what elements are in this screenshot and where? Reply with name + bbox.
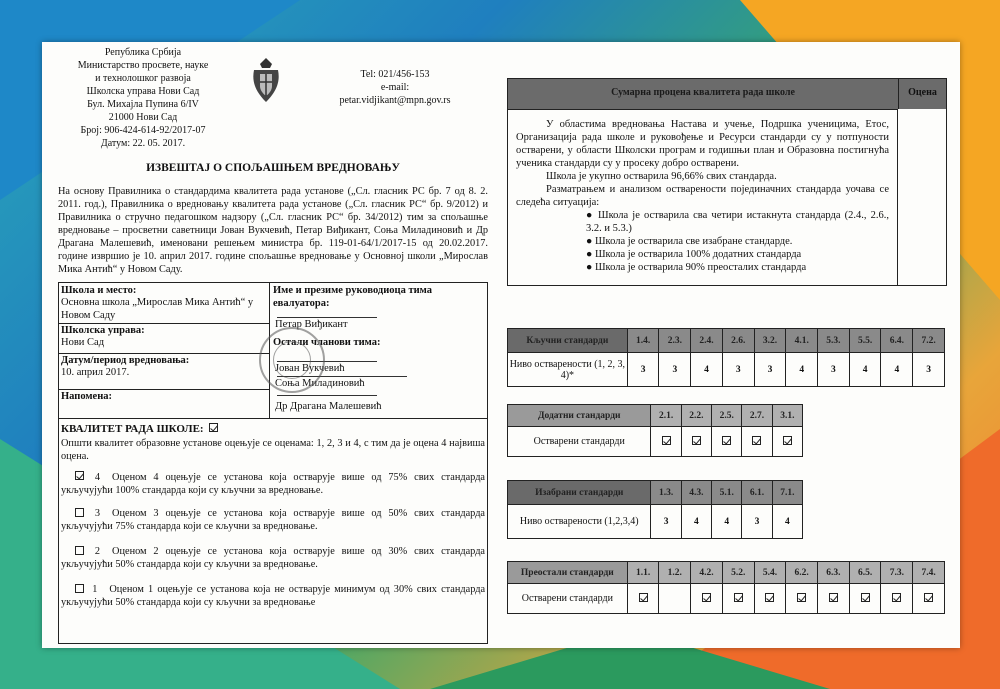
checkbox-empty-icon (75, 584, 84, 593)
summary-bullet: ● Школа је остварила 90% преосталих стандарда (586, 262, 807, 273)
standard-level: 3 (627, 353, 659, 387)
standard-level: 3 (818, 353, 850, 387)
standard-achieved-cell (627, 584, 659, 614)
leader-name: Петар Виђикант (275, 319, 348, 330)
summary-bullet: ● Школа је остварила све изабране стандарде. (586, 236, 793, 247)
phone-line: Tel: 021/456-153 (360, 69, 430, 80)
checkbox-empty-icon (75, 546, 84, 555)
grade-number: 2 (94, 546, 101, 557)
school-label: Школа и место: (61, 285, 137, 296)
grade-option (61, 583, 485, 609)
standard-code: 6.3. (818, 562, 850, 584)
header-line: Школска управа Нови Сад (86, 86, 200, 97)
checkbox-checked-icon (861, 593, 870, 602)
table-row-label: Остварени стандарди (508, 584, 628, 614)
checkbox-checked-icon (662, 436, 671, 445)
sender-header (58, 46, 228, 150)
standard-achieved-cell (786, 584, 818, 614)
remaining-standards-table (507, 561, 945, 614)
table-row-label: Ниво остварености (1,2,3,4) (508, 505, 651, 539)
standard-achieved-cell (913, 584, 945, 614)
left-page (58, 42, 488, 648)
standard-code: 3.2. (754, 329, 786, 353)
standard-achieved-cell (681, 427, 711, 457)
standard-code: 6.4. (881, 329, 913, 353)
standard-code: 4.2. (691, 562, 723, 584)
additional-standards-table (507, 404, 803, 457)
header-line: и технолошког развоја (95, 73, 191, 84)
contact-header (320, 68, 470, 107)
member-name: Јован Вукчевић (275, 363, 345, 374)
checkbox-checked-icon (892, 593, 901, 602)
checkbox-checked-icon (692, 436, 701, 445)
admin-value: Нови Сад (61, 337, 105, 348)
standard-code: 5.3. (818, 329, 850, 353)
summary-title: Сумарна процена квалитета рада школе (611, 87, 795, 98)
school-value: Основна школа „Мирослав Мика Антић“ у Новом Саду (61, 297, 254, 321)
standard-level: 3 (754, 353, 786, 387)
evaluation-form (58, 282, 488, 644)
summary-bullet: ● Школа је остварила сва четири истакнута стандарда (2.4., 2.6., 3.2. и 5.3.) (586, 210, 889, 234)
grade-number: 4 (94, 472, 101, 483)
report-title: ИЗВЕШТАЈ О СПОЉАШЊЕМ ВРЕДНОВАЊУ (146, 162, 400, 174)
header-line: Република Србија (104, 47, 182, 58)
summary-paragraph: У областима вредновања Настава и учење, Подршка ученицима, Етос, Организација рада школе и руковођење и Ресурси стандарди су у потпуности остварени, у области Школски програм и годишњи план и Образовна постигнућа ученика стандарди су у просеку добро остварени. (516, 119, 889, 169)
member-name: Соња Миладиновић (275, 378, 365, 389)
summary-grade-header: Оцена (898, 79, 946, 109)
standard-code: 1.4. (627, 329, 659, 353)
summary-paragraph: Школа је укупно остварила 96,66% свих стандарда. (546, 171, 777, 182)
standard-code: 1.1. (627, 562, 659, 584)
standard-level: 3 (722, 353, 754, 387)
standard-code: 1.2. (659, 562, 691, 584)
chosen-standards-table (507, 480, 803, 539)
standard-code: 2.2. (681, 405, 711, 427)
summary-bullet: ● Школа је остварила 100% додатних стандарда (586, 249, 802, 260)
standard-code: 5.1. (712, 481, 742, 505)
intro-paragraph: На основу Правилника о стандардима квалитета рада установе („Сл. гласник РС бр. 7 од 8. 2. 2011. год.), Правилника о вредновању квалитета рада установе („Сл. гласник РС“ бр. 9/2012) и Правилника о стручно педагошком надзору („Сл. гласник РС“ бр. 34/2012) тим за спољашње вредновање – просветни саветници Јован Вукчевић, Петар Виђикант, Соња Миладиновић и Др Драгана Малешевић, именовани решењем министра бр. 119-01-64/1/2017-15 од 20.02.2017. године извршио је 10. април 2017. године спољашње вредновање у Основној школи „Мирослав Мика Антић“ у Новом Саду. (58, 186, 488, 275)
checkbox-checked-icon (639, 593, 648, 602)
checkbox-empty-icon (75, 508, 84, 517)
standard-achieved-cell (849, 584, 881, 614)
standard-code: 5.2. (722, 562, 754, 584)
standard-achieved-cell (651, 427, 681, 457)
note-label: Напомена: (61, 391, 112, 402)
standard-level: 4 (691, 353, 723, 387)
grade-number: 1 (92, 584, 98, 595)
admin-label: Школска управа: (61, 325, 145, 336)
checkbox-checked-icon (75, 471, 84, 480)
bullet-text: Школа је остварила сва четири истакнута стандарда (2.4., 2.6., 3.2. и 5.3.) (586, 210, 889, 234)
standard-level: 4 (786, 353, 818, 387)
summary-header (508, 79, 946, 109)
checkbox-checked-icon (702, 593, 711, 602)
coat-of-arms-icon (250, 56, 282, 106)
standard-achieved-cell (772, 427, 802, 457)
checkbox-checked-icon (722, 436, 731, 445)
standard-code: 7.4. (913, 562, 945, 584)
table-row-label: Ниво остварености (1, 2, 3, 4)* (508, 353, 628, 387)
header-line: Број: 906-424-614-92/2017-07 (80, 125, 206, 136)
table-row-label: Остварени стандарди (508, 427, 651, 457)
standard-level: 3 (659, 353, 691, 387)
standard-code: 2.4. (691, 329, 723, 353)
key-standards-table (507, 328, 945, 387)
leader-label: Име и презиме руководиоца тима евалуатора: (273, 285, 433, 309)
email-address: petar.vidjikant@mpn.gov.rs (339, 95, 451, 106)
checkbox-checked-icon (209, 423, 218, 432)
standard-code: 6.1. (742, 481, 772, 505)
checkbox-checked-icon (783, 436, 792, 445)
standard-achieved-cell (742, 427, 772, 457)
table-header-label: Кључни стандарди (508, 329, 628, 353)
checkbox-checked-icon (829, 593, 838, 602)
standard-code: 2.3. (659, 329, 691, 353)
standard-level: 3 (651, 505, 681, 539)
grade-option (61, 471, 485, 497)
members-label: Остали чланови тима: (273, 337, 381, 348)
standard-code: 1.3. (651, 481, 681, 505)
standard-code: 3.1. (772, 405, 802, 427)
standard-achieved-cell (722, 584, 754, 614)
standard-level: 3 (742, 505, 772, 539)
email-label: e-mail: (380, 82, 410, 93)
grade-text: Оценом 1 оцењује се установа која не остварује минимум од 30% свих стандарда укључујући 50% стандарда који су кључни за вредновање (61, 584, 486, 608)
standard-achieved-cell (754, 584, 786, 614)
standard-achieved-cell (818, 584, 850, 614)
right-page (507, 42, 947, 648)
standard-code: 7.2. (913, 329, 945, 353)
bullet-text: Школа је остварила 100% додатних стандарда (594, 249, 802, 260)
standard-achieved-cell (881, 584, 913, 614)
standard-achieved-cell (712, 427, 742, 457)
summary-body (508, 109, 898, 285)
standard-code: 2.7. (742, 405, 772, 427)
table-header-label: Преостали стандарди (508, 562, 628, 584)
standard-level: 4 (849, 353, 881, 387)
checkbox-checked-icon (752, 436, 761, 445)
header-line: Министарство просвете, науке (77, 60, 209, 71)
grade-option (61, 507, 485, 533)
header-line: 21000 Нови Сад (108, 112, 178, 123)
summary-table (507, 78, 947, 286)
document-page (42, 42, 960, 648)
standard-code: 2.1. (651, 405, 681, 427)
standard-code: 5.5. (849, 329, 881, 353)
standard-code: 4.1. (786, 329, 818, 353)
standard-level: 3 (913, 353, 945, 387)
standard-code: 4.3. (681, 481, 711, 505)
standard-achieved-cell (659, 584, 691, 614)
standard-code: 2.5. (712, 405, 742, 427)
quality-heading-text: КВАЛИТЕТ РАДА ШКОЛЕ: (61, 423, 204, 435)
checkbox-checked-icon (734, 593, 743, 602)
bullet-text: Школа је остварила све изабране стандарде. (594, 236, 793, 247)
standard-achieved-cell (691, 584, 723, 614)
standard-level: 4 (881, 353, 913, 387)
grade-number: 3 (94, 508, 101, 519)
checkbox-checked-icon (924, 593, 933, 602)
date-label: Датум/период вредновања: (61, 355, 190, 366)
standard-code: 7.3. (881, 562, 913, 584)
checkbox-checked-icon (765, 593, 774, 602)
summary-paragraph: Разматрањем и анализом остварености појединачних стандарда уочава се следећа ситуација: (516, 184, 889, 208)
standard-code: 2.6. (722, 329, 754, 353)
standard-level: 4 (712, 505, 742, 539)
grade-option (61, 545, 485, 571)
grade-text: Оценом 3 оцењује се установа која остварује више од 50% свих стандарда укључујући 75% стандарда који се кључни за вредновање. (61, 508, 486, 532)
member-name: Др Драгана Малешевић (275, 401, 382, 412)
official-stamp (259, 327, 325, 393)
quality-heading (61, 423, 218, 436)
standard-level: 4 (681, 505, 711, 539)
table-header-label: Додатни стандарди (508, 405, 651, 427)
standard-code: 7.1. (772, 481, 802, 505)
standard-code: 6.2. (786, 562, 818, 584)
table-header-label: Изабрани стандарди (508, 481, 651, 505)
grade-text: Оценом 4 оцењује се установа која остварује више од 75% свих стандарда укључујући 100% стандарда који су кључни за вредновање. (61, 472, 486, 496)
checkbox-checked-icon (797, 593, 806, 602)
date-value: 10. април 2017. (61, 367, 130, 378)
standard-code: 5.4. (754, 562, 786, 584)
standard-level: 4 (772, 505, 802, 539)
grade-text: Оценом 2 оцењује се установа која остварује више од 30% свих стандарда укључујући 50% стандарда који су кључни за вредновање. (61, 546, 486, 570)
bullet-text: Школа је остварила 90% преосталих стандарда (594, 262, 807, 273)
header-line: Датум: 22. 05. 2017. (100, 138, 186, 149)
quality-description: Општи квалитет образовне установе оцењује се оценама: 1, 2, 3 и 4, с тим да је оцена 4 највиша оцена. (61, 438, 485, 462)
standard-code: 6.5. (849, 562, 881, 584)
header-line: Бул. Михајла Пупина 6/IV (87, 99, 199, 110)
